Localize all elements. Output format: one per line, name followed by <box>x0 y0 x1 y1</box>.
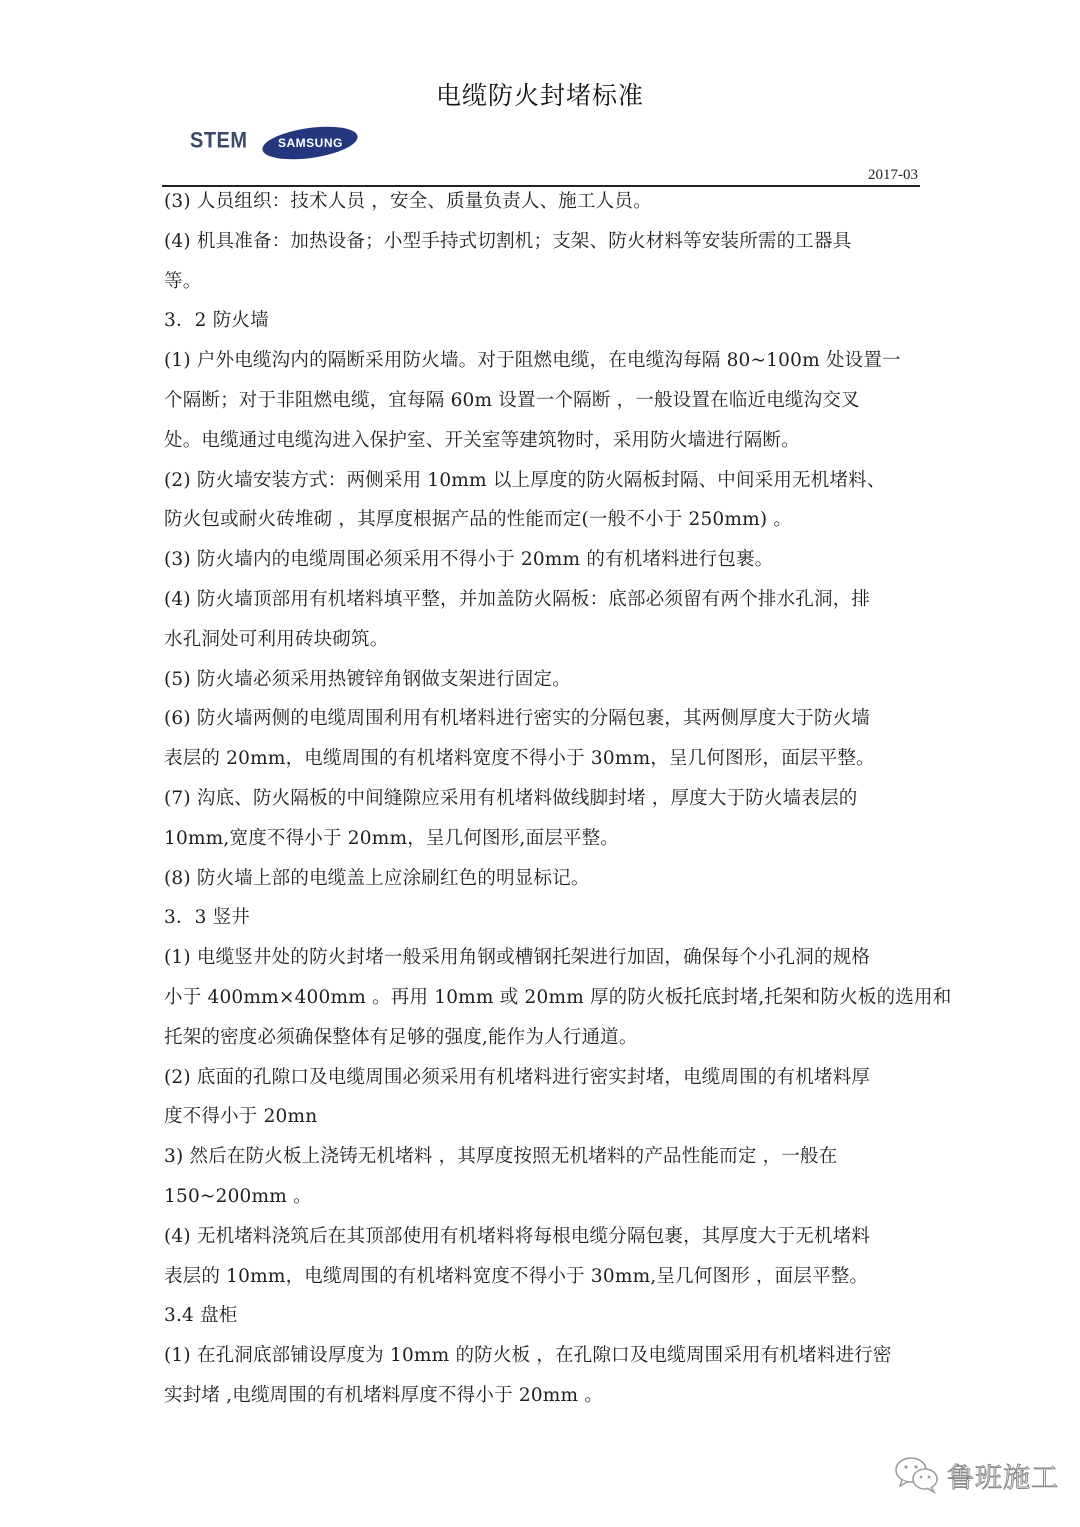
body-line: 防火包或耐火砖堆砌 ，其厚度根据产品的性能而定(一般不小于 250mm) 。 <box>164 509 793 531</box>
wechat-icon <box>893 1455 941 1495</box>
body-line: (8) 防火墙上部的电缆盖上应涂刷红色的明显标记。 <box>164 867 590 889</box>
body-line: 表层的 20mm，电缆周围的有机堵料宽度不得小于 30mm，呈几何图形，面层平整。 <box>164 748 875 770</box>
document-title: 电缆防火封堵标准 <box>435 81 644 110</box>
body-line: 小于 400mm×400mm 。再用 10mm 或 20mm 厚的防火板托底封堵,托架和防火板的选用和 <box>164 986 952 1008</box>
document-date: 2017-03 <box>868 167 918 183</box>
watermark <box>893 1455 1059 1495</box>
body-line: (4) 无机堵料浇筑后在其顶部使用有机堵料将每根电缆分隔包裹，其厚度大于无机堵料 <box>164 1225 871 1247</box>
samsung-logo-text: SAMSUNG <box>277 136 343 150</box>
samsung-logo <box>260 121 359 164</box>
section-heading: 3．2 防火墙 <box>164 310 269 332</box>
body-line: (4) 防火墙顶部用有机堵料填平整，并加盖防火隔板：底部必须留有两个排水孔洞，排 <box>164 588 871 610</box>
section-heading: 3．3 竖井 <box>164 907 251 929</box>
body-line: (2) 底面的孔隙口及电缆周围必须采用有机堵料进行密实封堵，电缆周围的有机堵料厚 <box>164 1066 871 1088</box>
body-line: (1) 户外电缆沟内的隔断采用防火墙。对于阻燃电缆，在电缆沟每隔 80~100m 处设置一 <box>164 350 901 372</box>
body-line: 等。 <box>164 270 202 292</box>
watermark-text: 鲁班施工 <box>947 1462 1059 1494</box>
body-line: (2) 防火墙安装方式：两侧采用 10mm 以上厚度的防火隔板封隔、中间采用无机堵料、 <box>164 469 886 491</box>
body-line: 度不得小于 20mn <box>164 1106 318 1128</box>
body-line: (4) 机具准备：加热设备；小型手持式切割机；支架、防火材料等安装所需的工器具 <box>164 230 852 252</box>
body-line: 10mm,宽度不得小于 20mm，呈几何图形,面层平整。 <box>164 827 619 849</box>
body-line: 托架的密度必须确保整体有足够的强度,能作为人行通道。 <box>164 1026 638 1048</box>
section-heading: 3.4 盘柜 <box>164 1305 238 1327</box>
stem-logo: STEM <box>190 128 248 154</box>
body-line: (7) 沟底、防火隔板的中间缝隙应采用有机堵料做线脚封堵 ，厚度大于防火墙表层的 <box>164 787 858 809</box>
body-line: 150~200mm 。 <box>164 1185 312 1207</box>
body-line: (3) 人员组织：技术人员 ，安全、质量负责人、施工人员。 <box>164 191 652 212</box>
body-line: 表层的 10mm，电缆周围的有机堵料宽度不得小于 30mm,呈几何图形 ，面层平整。 <box>164 1265 869 1287</box>
body-line: 个隔断；对于非阻燃电缆，宜每隔 60m 设置一个隔断 ，一般设置在临近电缆沟交叉 <box>164 389 860 411</box>
body-line: (5) 防火墙必须采用热镀锌角钢做支架进行固定。 <box>164 668 571 690</box>
body-line: (1) 在孔洞底部铺设厚度为 10mm 的防火板 ，在孔隙口及电缆周围采用有机堵料进行密 <box>164 1345 892 1367</box>
body-line: (3) 防火墙内的电缆周围必须采用不得小于 20mm 的有机堵料进行包裹。 <box>164 549 774 571</box>
body-line: 实封堵 ,电缆周围的有机堵料厚度不得小于 20mm 。 <box>164 1384 604 1406</box>
body-line: 3) 然后在防火板上浇铸无机堵料 ，其厚度按照无机堵料的产品性能而定 ，一般在 <box>164 1146 838 1168</box>
body-line: 水孔洞处可利用砖块砌筑。 <box>164 628 389 650</box>
body-line: (6) 防火墙两侧的电缆周围利用有机堵料进行密实的分隔包裹，其两侧厚度大于防火墙 <box>164 708 871 730</box>
body-line: 处。电缆通过电缆沟进入保护室、开关室等建筑物时，采用防火墙进行隔断。 <box>164 429 800 451</box>
body-line: (1) 电缆竖井处的防火封堵一般采用角钢或槽钢托架进行加固，确保每个小孔洞的规格 <box>164 947 871 969</box>
document-body <box>164 186 952 1420</box>
